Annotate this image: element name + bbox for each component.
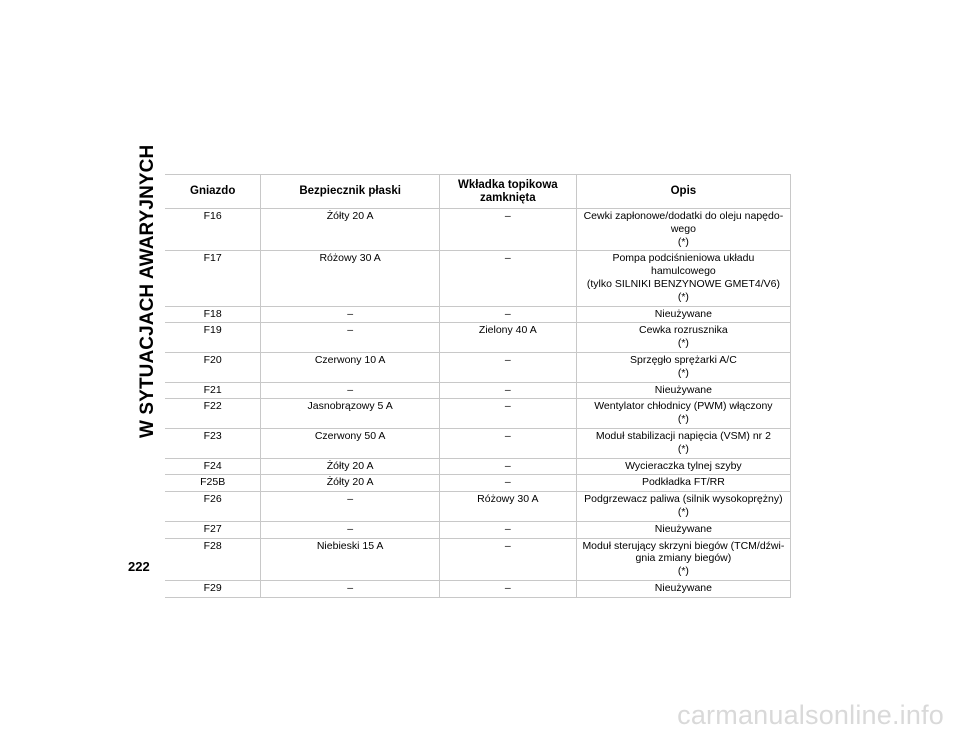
cell-socket: F22 — [165, 399, 261, 429]
table-row — [165, 251, 791, 306]
table-row — [165, 580, 791, 597]
cell-cartridge-fuse: – — [439, 382, 576, 399]
cell-flat-fuse: Żółty 20 A — [261, 458, 439, 475]
section-heading: W SYTUACJACH AWARYJNYCH — [137, 144, 158, 438]
cell-description: Pompa podciśnieniowa układu hamulcowego (tylko SILNIKI BENZYNOWE GMET4/V6) (*) — [576, 251, 790, 306]
table-row — [165, 209, 791, 251]
cell-socket: F26 — [165, 492, 261, 522]
header-socket: Gniazdo — [165, 175, 261, 209]
cell-flat-fuse: – — [261, 521, 439, 538]
header-flat-fuse: Bezpiecznik płaski — [261, 175, 439, 209]
watermark: carmanualsonline.info — [677, 700, 944, 730]
table-row — [165, 352, 791, 382]
cell-description: Wycieraczka tylnej szyby — [576, 458, 790, 475]
table-row — [165, 323, 791, 353]
cell-cartridge-fuse: – — [439, 475, 576, 492]
cell-flat-fuse: – — [261, 580, 439, 597]
cell-flat-fuse: – — [261, 492, 439, 522]
cell-socket: F20 — [165, 352, 261, 382]
table-row — [165, 538, 791, 580]
table-header-row — [165, 175, 791, 209]
cell-description: Nieużywane — [576, 521, 790, 538]
header-cartridge-fuse: Wkładka topikowa zamknięta — [439, 175, 576, 209]
cell-socket: F18 — [165, 306, 261, 323]
cell-cartridge-fuse: – — [439, 209, 576, 251]
cell-description: Nieużywane — [576, 580, 790, 597]
cell-cartridge-fuse: – — [439, 458, 576, 475]
cell-flat-fuse: Czerwony 50 A — [261, 428, 439, 458]
cell-socket: F21 — [165, 382, 261, 399]
cell-cartridge-fuse: – — [439, 306, 576, 323]
table-row — [165, 399, 791, 429]
cell-cartridge-fuse: – — [439, 521, 576, 538]
cell-description: Podgrzewacz paliwa (silnik wysokoprężny) (*) — [576, 492, 790, 522]
table-body — [165, 209, 791, 598]
cell-description: Moduł stabilizacji napięcia (VSM) nr 2 (*) — [576, 428, 790, 458]
table-row — [165, 458, 791, 475]
cell-cartridge-fuse: Zielony 40 A — [439, 323, 576, 353]
cell-flat-fuse: Czerwony 10 A — [261, 352, 439, 382]
table-row — [165, 382, 791, 399]
cell-flat-fuse: – — [261, 382, 439, 399]
cell-description: Moduł sterujący skrzyni biegów (TCM/dźwi- gnia zmiany biegów) (*) — [576, 538, 790, 580]
cell-description: Sprzęgło sprężarki A/C (*) — [576, 352, 790, 382]
cell-socket: F27 — [165, 521, 261, 538]
header-description: Opis — [576, 175, 790, 209]
cell-flat-fuse: Jasnobrązowy 5 A — [261, 399, 439, 429]
cell-cartridge-fuse: – — [439, 352, 576, 382]
cell-socket: F16 — [165, 209, 261, 251]
cell-socket: F19 — [165, 323, 261, 353]
cell-description: Cewki zapłonowe/dodatki do oleju napędo- wego (*) — [576, 209, 790, 251]
page-number: 222 — [128, 559, 150, 574]
cell-flat-fuse: Niebieski 15 A — [261, 538, 439, 580]
cell-cartridge-fuse: – — [439, 580, 576, 597]
cell-description: Nieużywane — [576, 382, 790, 399]
table-row — [165, 521, 791, 538]
cell-description: Nieużywane — [576, 306, 790, 323]
cell-cartridge-fuse: – — [439, 428, 576, 458]
table-row — [165, 475, 791, 492]
table-row — [165, 428, 791, 458]
cell-socket: F29 — [165, 580, 261, 597]
table-row — [165, 492, 791, 522]
cell-flat-fuse: Różowy 30 A — [261, 251, 439, 306]
cell-description: Wentylator chłodnicy (PWM) włączony (*) — [576, 399, 790, 429]
cell-cartridge-fuse: – — [439, 399, 576, 429]
cell-socket: F23 — [165, 428, 261, 458]
cell-cartridge-fuse: Różowy 30 A — [439, 492, 576, 522]
cell-socket: F24 — [165, 458, 261, 475]
cell-flat-fuse: – — [261, 323, 439, 353]
cell-socket: F17 — [165, 251, 261, 306]
cell-description: Cewka rozrusznika (*) — [576, 323, 790, 353]
cell-flat-fuse: Żółty 20 A — [261, 209, 439, 251]
cell-socket: F28 — [165, 538, 261, 580]
cell-flat-fuse: Żółty 20 A — [261, 475, 439, 492]
fuse-table — [165, 174, 791, 598]
cell-cartridge-fuse: – — [439, 538, 576, 580]
table-row — [165, 306, 791, 323]
cell-socket: F25B — [165, 475, 261, 492]
cell-cartridge-fuse: – — [439, 251, 576, 306]
cell-description: Podkładka FT/RR — [576, 475, 790, 492]
cell-flat-fuse: – — [261, 306, 439, 323]
